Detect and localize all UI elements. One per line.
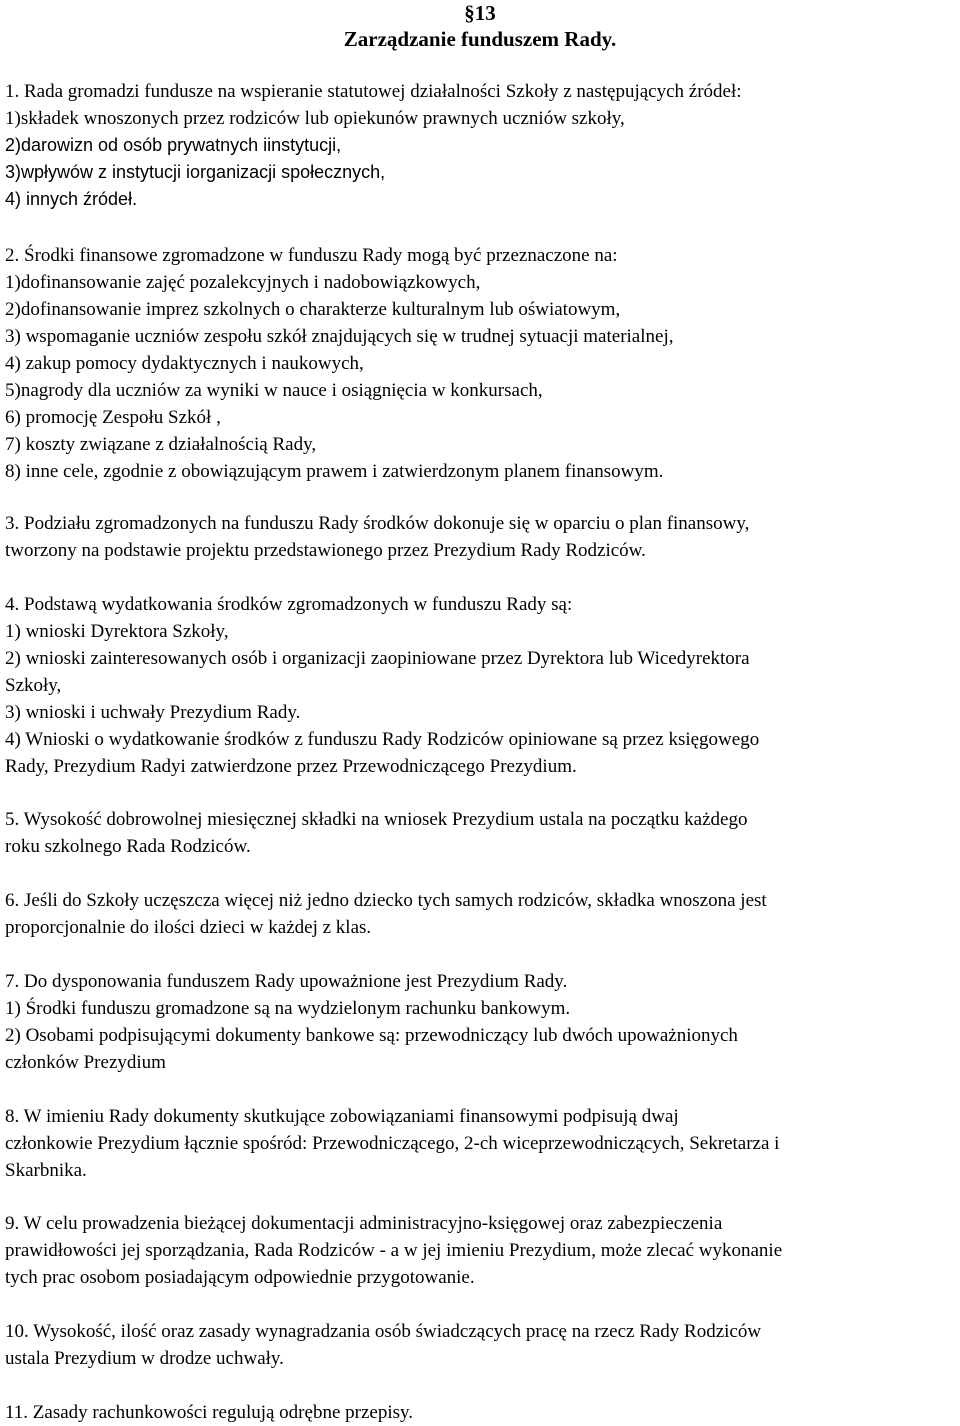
paragraph-line: 4) innych źródeł. [5,189,138,209]
paragraph-line: ustala Prezydium w drodze uchwały. [5,1348,284,1369]
paragraph-line: 6) promocję Zespołu Szkół , [5,407,221,428]
paragraph-line: 1) wnioski Dyrektora Szkoły, [5,621,229,642]
paragraph-line: 2)darowizn od osób prywatnych iinstytucji, [5,135,342,155]
paragraph-2 [5,242,673,485]
paragraph-10 [5,1318,761,1372]
paragraph-line: 1. Rada gromadzi fundusze na wspieranie statutowej działalności Szkoły z następujących źródeł: [5,81,742,102]
paragraph-line: 5)nagrody dla uczniów za wyniki w nauce i osiągnięcia w konkursach, [5,380,543,401]
paragraph-line: proporcjonalnie do ilości dzieci w każdej z klas. [5,917,372,938]
paragraph-line: Szkoły, [5,675,62,696]
paragraph-line: członkowie Prezydium łącznie spośród: Przewodniczącego, 2-ch wiceprzewodniczących, Sekretarza i [5,1133,780,1154]
paragraph-1 [5,78,742,213]
paragraph-line: 5. Wysokość dobrowolnej miesięcznej składki na wniosek Prezydium ustala na początku każdego [5,809,748,830]
paragraph-line: roku szkolnego Rada Rodziców. [5,836,251,857]
paragraph-line: 2) Osobami podpisującymi dokumenty bankowe są: przewodniczący lub dwóch upoważnionych [5,1025,738,1046]
paragraph-line: 4) Wnioski o wydatkowanie środków z funduszu Rady Rodziców opiniowane są przez księgowego [5,729,760,750]
document-page [5,0,958,1423]
paragraph-line: 2) wnioski zainteresowanych osób i organizacji zaopiniowane przez Dyrektora lub Wicedyrektora [5,648,750,669]
paragraph-line: 3)wpływów z instytucji iorganizacji społecznych, [5,162,386,182]
paragraph-line: Rady, Prezydium Radyi zatwierdzone przez Przewodniczącego Prezydium. [5,756,577,777]
paragraph-7 [5,968,738,1076]
paragraph-line: 11. Zasady rachunkowości regulują odrębne przepisy. [5,1402,414,1423]
paragraph-line: 1)dofinansowanie zajęć pozalekcyjnych i nadobowiązkowych, [5,272,481,293]
paragraph-line: 3. Podziału zgromadzonych na funduszu Rady środków dokonuje się w oparciu o plan finansowy, [5,513,750,534]
paragraph-line: 8. W imieniu Rady dokumenty skutkujące zobowiązaniami finansowymi podpisują dwaj [5,1106,679,1127]
paragraph-line: 1)składek wnoszonych przez rodziców lub opiekunów prawnych uczniów szkoły, [5,108,625,129]
paragraph-line: tworzony na podstawie projektu przedstawionego przez Prezydium Rady Rodziców. [5,540,646,561]
paragraph-3 [5,510,749,564]
section-title: Zarządzanie funduszem Rady. [343,27,617,51]
paragraph-line: 2. Środki finansowe zgromadzone w funduszu Rady mogą być przeznaczone na: [5,245,618,266]
section-number: §13 [464,1,496,25]
paragraph-line: 7) koszty związane z działalnością Rady, [5,434,317,455]
paragraph-9 [5,1210,782,1291]
paragraph-line: 3) wspomaganie uczniów zespołu szkół znajdujących się w trudnej sytuacji materialnej, [5,326,674,347]
paragraph-line: prawidłowości jej sporządzania, Rada Rodziców - a w jej imieniu Prezydium, może zlecać wykonanie [5,1240,783,1261]
paragraph-line: 7. Do dysponowania funduszem Rady upoważnione jest Prezydium Rady. [5,971,568,992]
paragraph-line: 9. W celu prowadzenia bieżącej dokumentacji administracyjno-księgowej oraz zabezpieczenia [5,1213,723,1234]
paragraph-6 [5,887,767,941]
paragraph-line: 1) Środki funduszu gromadzone są na wydzielonym rachunku bankowym. [5,998,571,1019]
paragraph-4 [5,591,759,780]
paragraph-line: Skarbnika. [5,1160,87,1181]
paragraph-line: 3) wnioski i uchwały Prezydium Rady. [5,702,301,723]
paragraph-5 [5,806,747,860]
paragraph-line: 8) inne cele, zgodnie z obowiązującym prawem i zatwierdzonym planem finansowym. [5,461,664,482]
paragraph-8 [5,1103,779,1184]
paragraph-line: 4) zakup pomocy dydaktycznych i naukowych, [5,353,364,374]
paragraph-line: 4. Podstawą wydatkowania środków zgromadzonych w funduszu Rady są: [5,594,573,615]
paragraph-line: 6. Jeśli do Szkoły uczęszcza więcej niż jedno dziecko tych samych rodziców, składka wnoszona jest [5,890,767,911]
paragraph-line: 2)dofinansowanie imprez szkolnych o charakterze kulturalnym lub oświatowym, [5,299,621,320]
paragraph-line: 10. Wysokość, ilość oraz zasady wynagradzania osób świadczących pracę na rzecz Rady Rodziców [5,1321,762,1342]
paragraph-line: członków Prezydium [5,1052,166,1073]
paragraph-line: tych prac osobom posiadającym odpowiednie przygotowanie. [5,1267,475,1288]
paragraph-11 [5,1399,413,1426]
